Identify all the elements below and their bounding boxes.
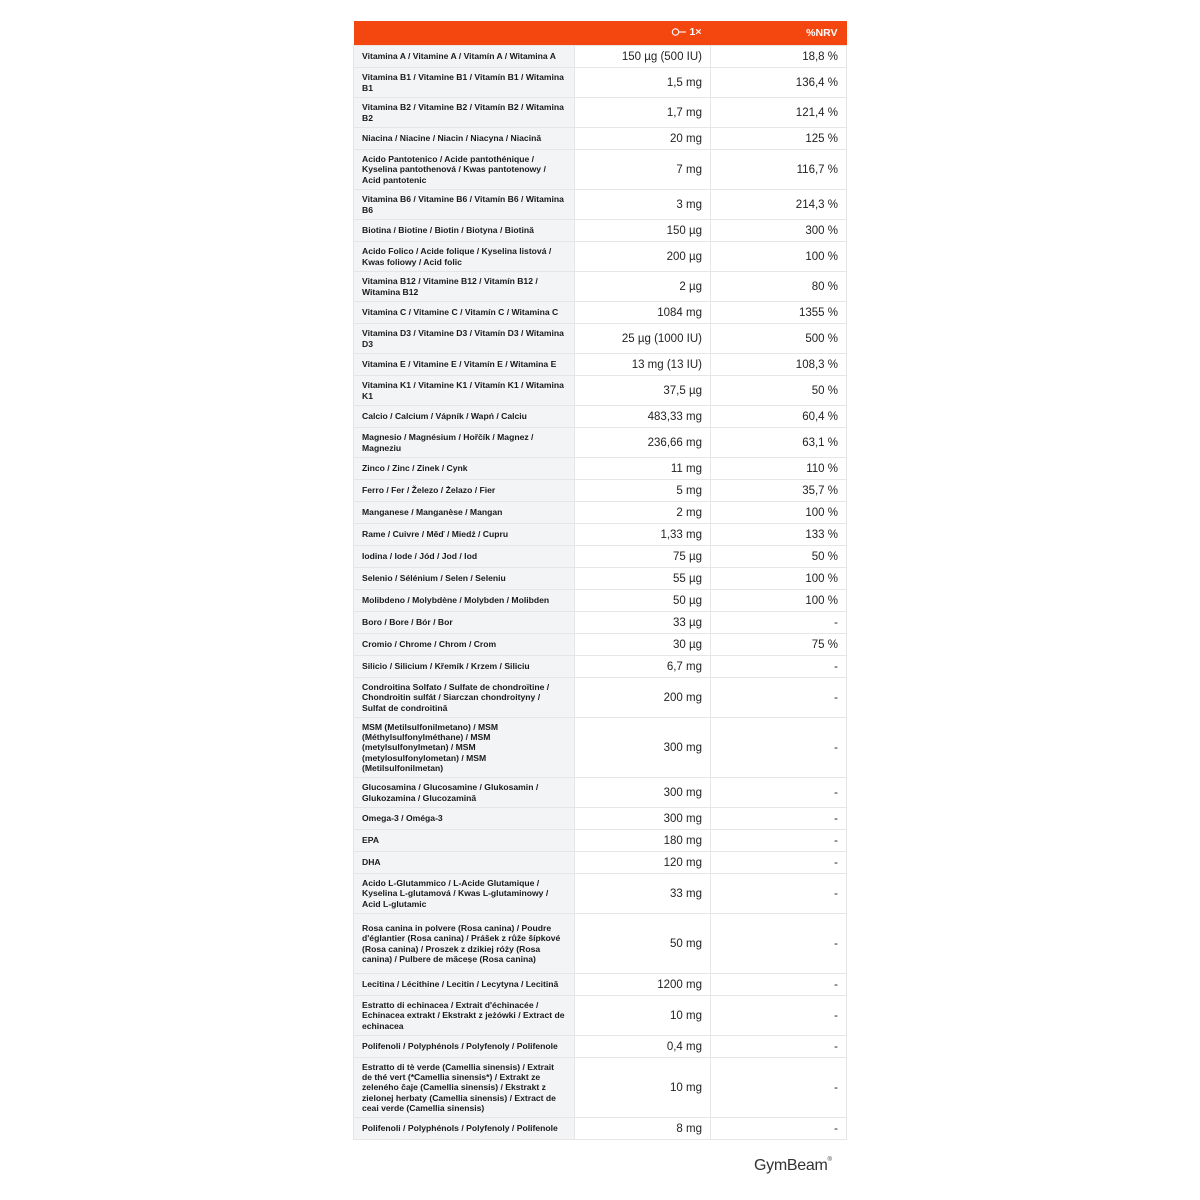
nutrient-name: Zinco / Zinc / Zinek / Cynk xyxy=(354,458,575,480)
nutrient-name: Vitamina B1 / Vitamine B1 / Vitamín B1 / Witamina B1 xyxy=(354,68,575,98)
nutrient-amount: 30 µg xyxy=(575,634,711,656)
nutrient-nrv: 35,7 % xyxy=(711,480,847,502)
table-row xyxy=(354,546,847,568)
nutrient-nrv: - xyxy=(711,874,847,914)
nutrient-name: DHA xyxy=(354,852,575,874)
nutrient-amount: 180 mg xyxy=(575,830,711,852)
serving-label: 1× xyxy=(689,26,702,38)
nutrient-nrv: 63,1 % xyxy=(711,428,847,458)
table-row xyxy=(354,242,847,272)
nutrient-name: Glucosamina / Glucosamine / Glukosamin / Glukozamina / Glucozamină xyxy=(354,778,575,808)
table-row xyxy=(354,190,847,220)
table-row xyxy=(354,1118,847,1140)
logo-text: GymBeam xyxy=(754,1157,828,1174)
nutrient-nrv: - xyxy=(711,830,847,852)
header-nrv-cell xyxy=(711,21,847,46)
nutrient-amount: 300 mg xyxy=(575,778,711,808)
nutrient-nrv: - xyxy=(711,1058,847,1118)
table-row xyxy=(354,428,847,458)
nutrient-amount: 10 mg xyxy=(575,996,711,1036)
nutrient-nrv: - xyxy=(711,996,847,1036)
nutrient-name: Vitamina B12 / Vitamine B12 / Vitamín B12 / Witamina B12 xyxy=(354,272,575,302)
nutrient-amount: 150 µg (500 IU) xyxy=(575,46,711,68)
nutrient-amount: 33 µg xyxy=(575,612,711,634)
nrv-label: %NRV xyxy=(806,27,838,39)
nutrient-amount: 55 µg xyxy=(575,568,711,590)
nutrient-nrv: 300 % xyxy=(711,220,847,242)
nutrient-amount: 150 µg xyxy=(575,220,711,242)
nutrient-amount: 20 mg xyxy=(575,128,711,150)
nutrient-name: Lecitina / Lécithine / Lecitin / Lecytyna / Lecitină xyxy=(354,974,575,996)
table-row xyxy=(354,46,847,68)
nutrient-nrv: 75 % xyxy=(711,634,847,656)
nutrient-name: Acido Folico / Acide folique / Kyselina listová / Kwas foliowy / Acid folic xyxy=(354,242,575,272)
table-row xyxy=(354,914,847,974)
table-row xyxy=(354,718,847,778)
table-row xyxy=(354,590,847,612)
nutrient-name: Vitamina A / Vitamine A / Vitamín A / Witamina A xyxy=(354,46,575,68)
nutrient-amount: 5 mg xyxy=(575,480,711,502)
table-row xyxy=(354,302,847,324)
table-header-row xyxy=(354,21,847,46)
nutrient-nrv: 100 % xyxy=(711,568,847,590)
nutrient-name: Calcio / Calcium / Vápník / Wapń / Calciu xyxy=(354,406,575,428)
nutrient-name: Vitamina C / Vitamine C / Vitamín C / Witamina C xyxy=(354,302,575,324)
nutrient-nrv: 100 % xyxy=(711,590,847,612)
nutrient-nrv: - xyxy=(711,852,847,874)
nutrient-name: Polifenoli / Polyphénols / Polyfenoly / Polifenole xyxy=(354,1036,575,1058)
nutrition-table-container xyxy=(353,21,846,1140)
table-row xyxy=(354,568,847,590)
nutrient-name: Iodina / Iode / Jód / Jod / Iod xyxy=(354,546,575,568)
nutrient-amount: 25 µg (1000 IU) xyxy=(575,324,711,354)
nutrient-name: Vitamina B2 / Vitamine B2 / Vitamín B2 / Witamina B2 xyxy=(354,98,575,128)
nutrient-name: MSM (Metilsulfonilmetano) / MSM (Méthylsulfonylméthane) / MSM (metylsulfonylmetan) / MSM (metylosulfonylometan) / MSM (Metilsulfonilmetan) xyxy=(354,718,575,778)
nutrient-name: Silicio / Silicium / Křemík / Krzem / Siliciu xyxy=(354,656,575,678)
nutrient-nrv: - xyxy=(711,914,847,974)
nutrient-name: Acido L-Glutammico / L-Acide Glutamique / Kyselina L-glutamová / Kwas L-glutaminowy / Acid L-glutamic xyxy=(354,874,575,914)
nutrient-nrv: - xyxy=(711,778,847,808)
table-row xyxy=(354,68,847,98)
nutrient-amount: 75 µg xyxy=(575,546,711,568)
nutrient-name: Rame / Cuivre / Měď / Miedź / Cupru xyxy=(354,524,575,546)
nutrient-amount: 33 mg xyxy=(575,874,711,914)
nutrient-amount: 2 µg xyxy=(575,272,711,302)
nutrient-nrv: 121,4 % xyxy=(711,98,847,128)
nutrient-amount: 3 mg xyxy=(575,190,711,220)
nutrient-nrv: - xyxy=(711,656,847,678)
nutrient-name: Ferro / Fer / Železo / Żelazo / Fier xyxy=(354,480,575,502)
nutrient-name: Magnesio / Magnésium / Hořčík / Magnez / Magneziu xyxy=(354,428,575,458)
nutrient-nrv: - xyxy=(711,1118,847,1140)
header-empty-cell xyxy=(354,21,575,46)
nutrient-nrv: 50 % xyxy=(711,376,847,406)
table-body xyxy=(354,46,847,1140)
nutrient-name: Biotina / Biotine / Biotin / Biotyna / Biotină xyxy=(354,220,575,242)
nutrient-name: Molibdeno / Molybdène / Molybden / Molibden xyxy=(354,590,575,612)
table-row xyxy=(354,324,847,354)
nutrient-nrv: - xyxy=(711,612,847,634)
nutrient-amount: 11 mg xyxy=(575,458,711,480)
nutrient-amount: 236,66 mg xyxy=(575,428,711,458)
nutrient-amount: 50 µg xyxy=(575,590,711,612)
nutrient-nrv: 133 % xyxy=(711,524,847,546)
table-row xyxy=(354,612,847,634)
table-row xyxy=(354,406,847,428)
nutrient-name: Vitamina E / Vitamine E / Vitamín E / Witamina E xyxy=(354,354,575,376)
nutrient-nrv: - xyxy=(711,1036,847,1058)
nutrient-nrv: 116,7 % xyxy=(711,150,847,190)
nutrient-amount: 300 mg xyxy=(575,718,711,778)
nutrient-name: Cromio / Chrome / Chrom / Crom xyxy=(354,634,575,656)
trademark-symbol: ® xyxy=(827,1157,832,1163)
nutrient-name: Niacina / Niacine / Niacin / Niacyna / Niacină xyxy=(354,128,575,150)
table-row xyxy=(354,376,847,406)
nutrient-amount: 10 mg xyxy=(575,1058,711,1118)
nutrient-nrv: 110 % xyxy=(711,458,847,480)
brand-logo xyxy=(754,1157,832,1175)
nutrient-amount: 6,7 mg xyxy=(575,656,711,678)
nutrient-name: Omega-3 / Oméga-3 xyxy=(354,808,575,830)
nutrient-nrv: - xyxy=(711,974,847,996)
nutrient-amount: 8 mg xyxy=(575,1118,711,1140)
nutrient-nrv: 214,3 % xyxy=(711,190,847,220)
nutrition-table xyxy=(353,21,847,1140)
nutrient-amount: 0,4 mg xyxy=(575,1036,711,1058)
nutrient-amount: 1,33 mg xyxy=(575,524,711,546)
table-row xyxy=(354,1058,847,1118)
table-row xyxy=(354,874,847,914)
table-row xyxy=(354,272,847,302)
table-row xyxy=(354,524,847,546)
nutrient-nrv: 125 % xyxy=(711,128,847,150)
nutrient-amount: 483,33 mg xyxy=(575,406,711,428)
nutrient-amount: 300 mg xyxy=(575,808,711,830)
nutrient-name: Acido Pantotenico / Acide pantothénique / Kyselina pantothenová / Kwas pantotenowy / Acid pantotenic xyxy=(354,150,575,190)
nutrient-name: Manganese / Manganèse / Mangan xyxy=(354,502,575,524)
table-row xyxy=(354,634,847,656)
nutrient-amount: 1084 mg xyxy=(575,302,711,324)
nutrient-nrv: - xyxy=(711,718,847,778)
table-row xyxy=(354,220,847,242)
nutrient-amount: 200 mg xyxy=(575,678,711,718)
table-row xyxy=(354,996,847,1036)
nutrient-nrv: 500 % xyxy=(711,324,847,354)
nutrient-name: Estratto di echinacea / Extrait d'échinacée / Echinacea extrakt / Ekstrakt z jeżówki / Extract de echinacea xyxy=(354,996,575,1036)
nutrient-name: Vitamina D3 / Vitamine D3 / Vitamín D3 / Witamina D3 xyxy=(354,324,575,354)
nutrient-name: EPA xyxy=(354,830,575,852)
nutrient-nrv: - xyxy=(711,678,847,718)
nutrient-name: Estratto di tè verde (Camellia sinensis) / Extrait de thé vert (*Camellia sinensis*) / Extrakt ze zeleného čaje (Camellia sinensis) / Ekstrakt z zielonej herbaty (Camellia sinensis) / Extract de ceai verde (Camellia sinensis) xyxy=(354,1058,575,1118)
nutrient-amount: 2 mg xyxy=(575,502,711,524)
table-row xyxy=(354,458,847,480)
nutrient-amount: 13 mg (13 IU) xyxy=(575,354,711,376)
nutrient-nrv: 108,3 % xyxy=(711,354,847,376)
nutrient-amount: 1200 mg xyxy=(575,974,711,996)
nutrient-nrv: 50 % xyxy=(711,546,847,568)
nutrient-name: Selenio / Sélénium / Selen / Seleniu xyxy=(354,568,575,590)
nutrient-nrv: 100 % xyxy=(711,502,847,524)
nutrient-amount: 50 mg xyxy=(575,914,711,974)
nutrient-name: Rosa canina in polvere (Rosa canina) / Poudre d'églantier (Rosa canina) / Prášek z růže šípkové (Rosa canina) / Proszek z dzikiej róży (Rosa canina) / Pulbere de măceșe (Rosa canina) xyxy=(354,914,575,974)
table-row xyxy=(354,974,847,996)
scoop-icon xyxy=(671,27,687,37)
table-row xyxy=(354,150,847,190)
table-row xyxy=(354,852,847,874)
table-row xyxy=(354,1036,847,1058)
nutrient-name: Vitamina K1 / Vitamine K1 / Vitamín K1 / Witamina K1 xyxy=(354,376,575,406)
table-row xyxy=(354,778,847,808)
table-row xyxy=(354,128,847,150)
nutrient-amount: 37,5 µg xyxy=(575,376,711,406)
table-row xyxy=(354,678,847,718)
table-row xyxy=(354,830,847,852)
table-row xyxy=(354,480,847,502)
nutrient-amount: 1,5 mg xyxy=(575,68,711,98)
table-row xyxy=(354,354,847,376)
nutrient-nrv: 80 % xyxy=(711,272,847,302)
nutrient-amount: 200 µg xyxy=(575,242,711,272)
nutrient-name: Vitamina B6 / Vitamine B6 / Vitamín B6 / Witamina B6 xyxy=(354,190,575,220)
nutrient-nrv: 136,4 % xyxy=(711,68,847,98)
table-row xyxy=(354,656,847,678)
header-serving-cell xyxy=(575,21,711,46)
nutrient-nrv: 100 % xyxy=(711,242,847,272)
nutrient-name: Boro / Bore / Bór / Bor xyxy=(354,612,575,634)
nutrient-name: Polifenoli / Polyphénols / Polyfenoly / Polifenole xyxy=(354,1118,575,1140)
nutrient-amount: 7 mg xyxy=(575,150,711,190)
table-row xyxy=(354,502,847,524)
nutrient-amount: 120 mg xyxy=(575,852,711,874)
nutrient-nrv: 60,4 % xyxy=(711,406,847,428)
nutrient-name: Condroitina Solfato / Sulfate de chondroïtine / Chondroitin sulfát / Siarczan chondroityny / Sulfat de condroitină xyxy=(354,678,575,718)
nutrient-amount: 1,7 mg xyxy=(575,98,711,128)
nutrient-nrv: 1355 % xyxy=(711,302,847,324)
nutrient-nrv: - xyxy=(711,808,847,830)
table-row xyxy=(354,808,847,830)
nutrient-nrv: 18,8 % xyxy=(711,46,847,68)
table-row xyxy=(354,98,847,128)
